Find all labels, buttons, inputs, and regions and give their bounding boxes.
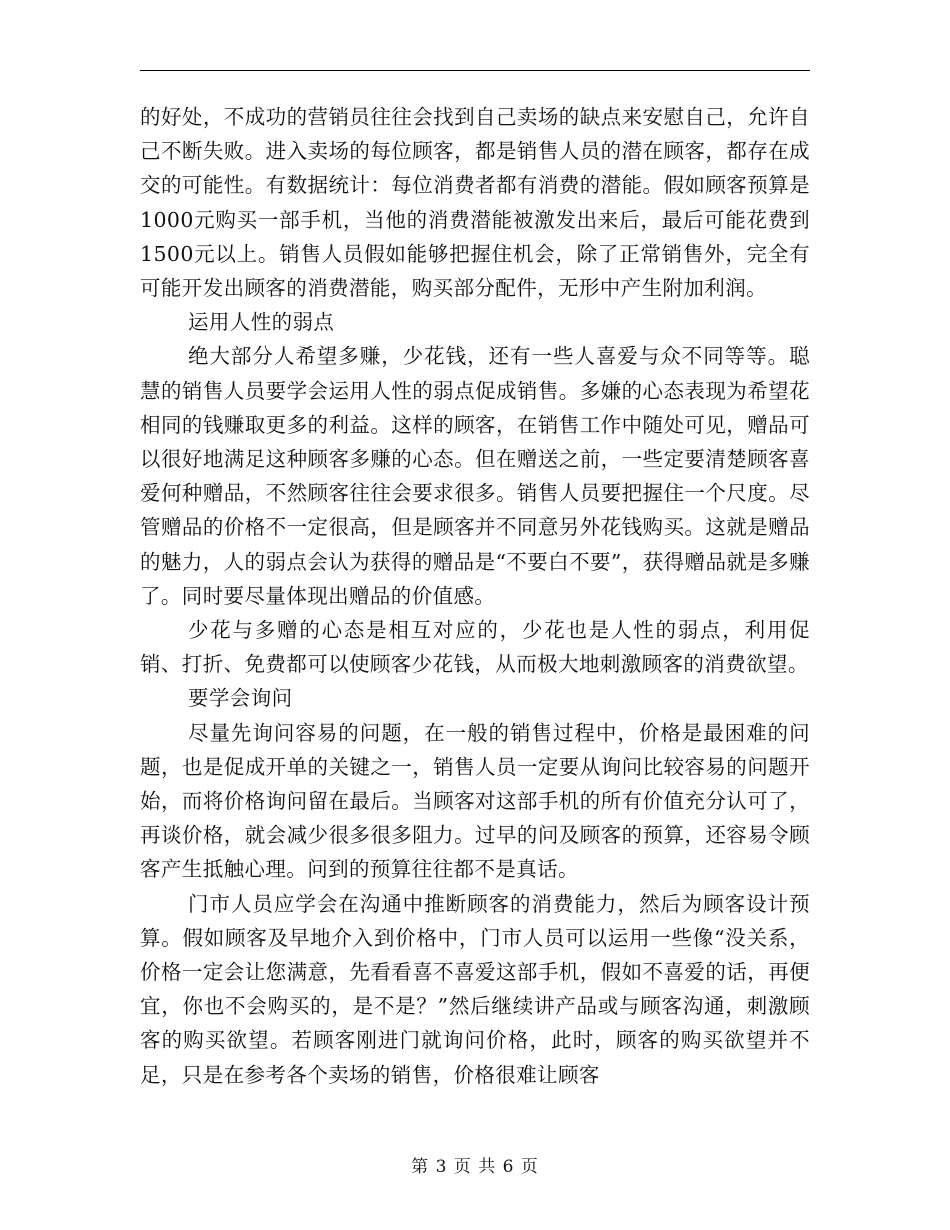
footer-prefix: 第	[411, 1157, 430, 1177]
section-heading-1: 运用人性的弱点	[188, 310, 335, 335]
footer-suffix: 页	[520, 1157, 539, 1177]
footer-current-page: 3	[435, 1157, 448, 1177]
document-body	[140, 100, 810, 1092]
paragraph-5: 门市人员应学会在沟通中推断顾客的消费能力，然后为顾客设计预算。假如顾客及早地介入到价格中，门市人员可以运用一些像“没关系，价格一定会让您满意，先看看喜不喜爱这部手机，假如不喜爱的话，再便宜，你也不会购买的，是不是？”然后继续讲产品或与顾客沟通，刺激顾客的购买欲望。若顾客刚进门就询问价格，此时，顾客的购买欲望并不足，只是在参考各个卖场的销售，价格很难让顾客	[140, 891, 810, 1087]
page-footer	[0, 1152, 950, 1177]
paragraph-2: 绝大部分人希望多赚，少花钱，还有一些人喜爱与众不同等等。聪慧的销售人员要学会运用人性的弱点促成销售。多嫌的心态表现为希望花相同的钱赚取更多的利益。这样的顾客，在销售工作中随处可见，赠品可以很好地满足这种顾客多赚的心态。但在赠送之前，一些定要清楚顾客喜爱何种赠品，不然顾客往往会要求很多。销售人员要把握住一个尺度。尽管赠品的价格不一定很高，但是顾客并不同意另外花钱购买。这就是赠品的魅力，人的弱点会认为获得的赠品是“不要白不要”，获得赠品就是多赚了。同时要尽量体现出赠品的价值感。	[140, 344, 810, 608]
footer-mid: 页 共	[453, 1157, 497, 1177]
paragraph-4: 尽量先询问容易的问题，在一般的销售过程中，价格是最困难的问题，也是促成开单的关键之一，销售人员一定要从询问比较容易的问题开始，而将价格询问留在最后。当顾客对这部手机的所有价值充分认可了，再谈价格，就会减少很多很多阻力。过早的问及顾客的预算，还容易令顾客产生抵触心理。问到的预算往往都不是真话。	[140, 720, 810, 882]
paragraph-3: 少花与多赠的心态是相互对应的，少花也是人性的弱点，利用促销、打折、免费都可以使顾客少花钱，从而极大地刺激顾客的消费欲望。	[140, 618, 810, 677]
header-rule	[140, 70, 810, 71]
paragraph-1: 的好处，不成功的营销员往往会找到自己卖场的缺点来安慰自己，允许自己不断失败。进入卖场的每位顾客，都是销售人员的潜在顾客，都存在成交的可能性。有数据统计：每位消费者都有消费的潜能。假如顾客预算是1000元购买一部手机，当他的消费潜能被激发出来后，最后可能花费到1500元以上。销售人员假如能够把握住机会，除了正常销售外，完全有可能开发出顾客的消费潜能，购买部分配件，无形中产生附加利润。	[140, 105, 810, 301]
section-heading-2: 要学会询问	[188, 686, 293, 711]
footer-total-pages: 6	[502, 1157, 515, 1177]
